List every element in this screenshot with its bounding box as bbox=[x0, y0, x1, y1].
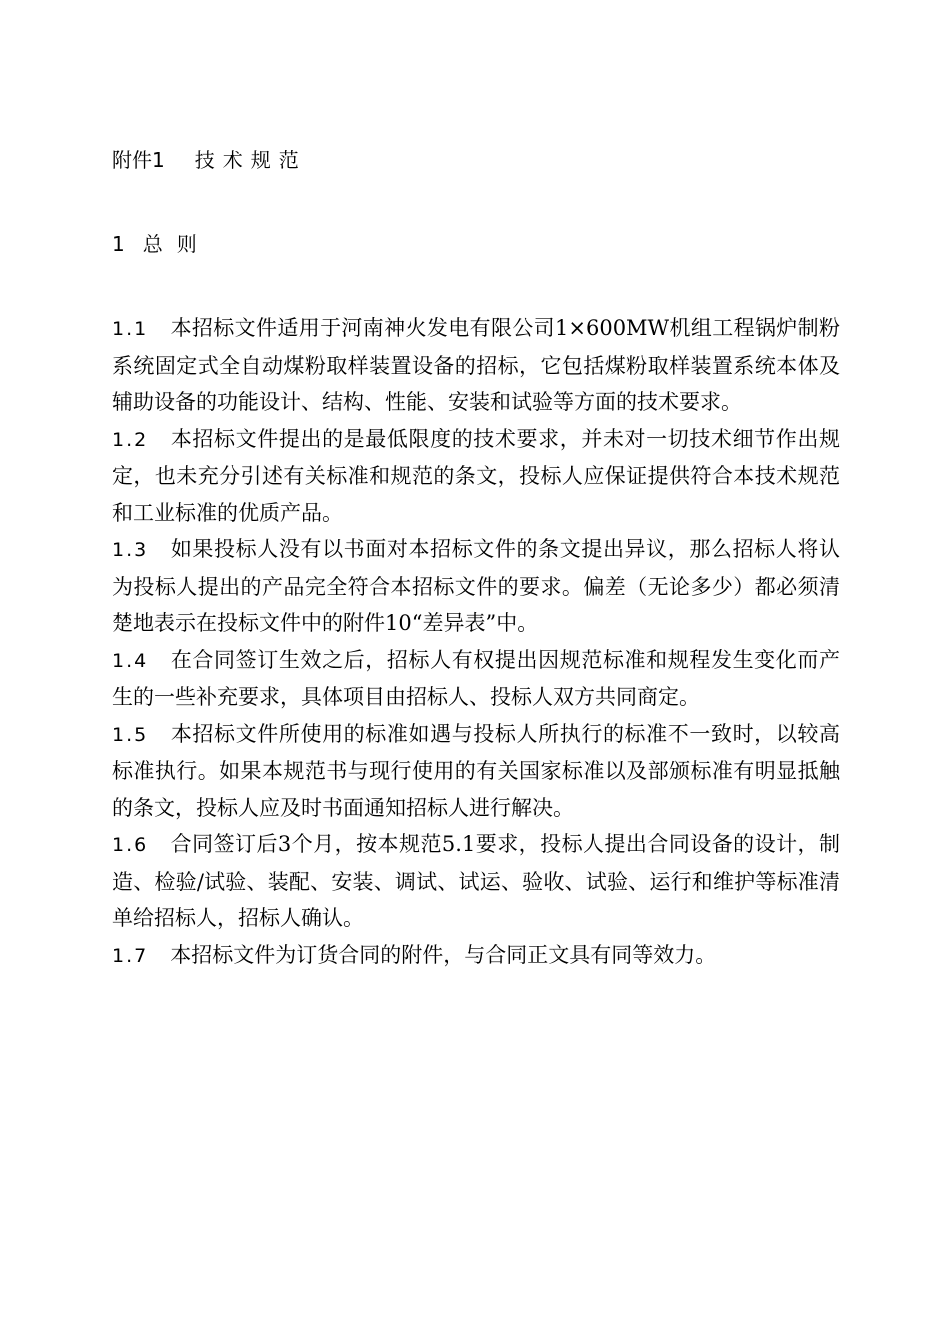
clause-1-7 bbox=[112, 937, 840, 975]
clause-number: 1.2 bbox=[112, 428, 149, 451]
attachment-title bbox=[112, 146, 307, 174]
clause-text: 合同签订后3个月，按本规范5.1要求，投标人提出合同设备的设计，制造、检验/试验、装配、安装、调试、试运、验收、试验、运行和维护等标准清单给招标人，招标人确认。 bbox=[112, 832, 840, 930]
clause-text: 如果投标人没有以书面对本招标文件的条文提出异议，那么招标人将认为投标人提出的产品完全符合本招标文件的要求。偏差（无论多少）都必须清楚地表示在投标文件中的附件10“差异表”中。 bbox=[112, 537, 840, 635]
clause-1-5 bbox=[112, 716, 840, 827]
section-number: 1 bbox=[112, 232, 125, 256]
clause-number: 1.7 bbox=[112, 944, 149, 967]
clause-number: 1.3 bbox=[112, 539, 149, 561]
clause-text: 本招标文件适用于河南神火发电有限公司1×600MW机组工程锅炉制粉系统固定式全自动煤粉取样装置设备的招标，它包括煤粉取样装置系统本体及辅助设备的功能设计、结构、性能、安装和试验等方面的技术要求。 bbox=[112, 316, 840, 414]
clause-text: 本招标文件所使用的标准如遇与投标人所执行的标准不一致时，以较高标准执行。如果本规范书与现行使用的有关国家标准以及部颁标准有明显抵触的条文，投标人应及时书面通知招标人进行解决。 bbox=[112, 721, 840, 820]
attachment-label: 附件1 bbox=[112, 148, 165, 172]
section-title: 总则 bbox=[142, 232, 211, 256]
section-heading bbox=[112, 230, 211, 258]
attachment-title-text: 技术规范 bbox=[194, 148, 307, 172]
clause-number: 1.1 bbox=[112, 318, 149, 340]
clause-list bbox=[112, 310, 840, 974]
clause-1-3 bbox=[112, 531, 840, 642]
clause-text: 本招标文件为订货合同的附件，与合同正文具有同等效力。 bbox=[170, 942, 717, 967]
clause-1-4 bbox=[112, 642, 840, 716]
clause-text: 本招标文件提出的是最低限度的技术要求，并未对一切技术细节作出规定，也未充分引述有关标准和规范的条文，投标人应保证提供符合本技术规范和工业标准的优质产品。 bbox=[112, 426, 840, 525]
clause-number: 1.5 bbox=[112, 723, 149, 746]
clause-number: 1.4 bbox=[112, 649, 149, 672]
clause-1-2 bbox=[112, 421, 840, 532]
clause-1-1 bbox=[112, 310, 840, 421]
clause-1-6 bbox=[112, 826, 840, 937]
clause-number: 1.6 bbox=[112, 834, 149, 856]
clause-text: 在合同签订生效之后，招标人有权提出因规范标准和规程发生变化而产生的一些补充要求，具体项目由招标人、投标人双方共同商定。 bbox=[112, 647, 840, 709]
